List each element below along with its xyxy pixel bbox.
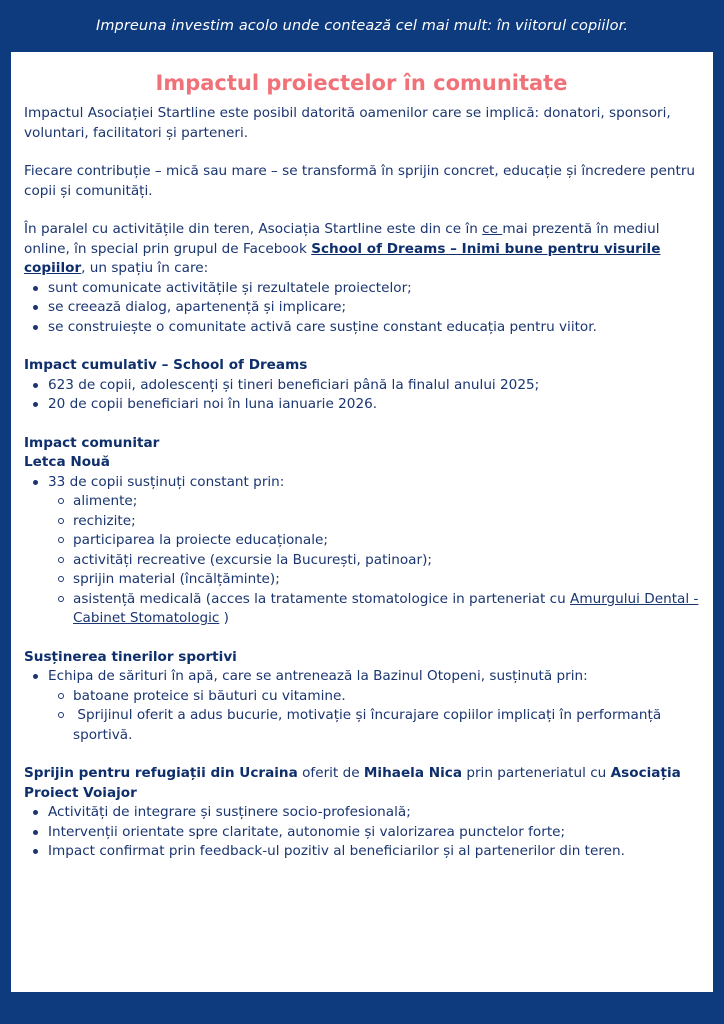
top-banner xyxy=(0,0,724,52)
online-text-c: , un spațiu în care: xyxy=(81,260,209,276)
partner-name: Asociația Proiect Voiajor xyxy=(24,765,681,801)
list-item xyxy=(48,473,699,629)
refugees-heading: Sprijin pentru refugiații din Ucraina xyxy=(24,765,298,781)
content-sheet xyxy=(11,52,713,992)
community-sublist xyxy=(48,492,699,629)
medical-text-b: ) xyxy=(219,610,229,626)
online-text-ce: ce xyxy=(482,221,503,237)
online-paragraph xyxy=(24,220,699,279)
list-item: sunt comunicate activitățile și rezultatele proiectelor; xyxy=(48,279,699,299)
sublist-item xyxy=(73,590,699,629)
list-item: 20 de copii beneficiari noi în luna ianuarie 2026. xyxy=(48,395,699,415)
refugees-text-b: prin parteneriatul cu xyxy=(462,765,611,781)
sport-heading: Susținerea tinerilor sportivi xyxy=(24,648,237,665)
list-item xyxy=(48,667,699,745)
online-text-b: mai prezentă în mediul online, în special prin grupul de Facebook xyxy=(24,221,660,257)
refugees-list xyxy=(24,803,699,862)
medical-text-a: asistență medicală (acces la tratamente stomatologice in parteneriat cu xyxy=(73,590,571,607)
refugees-paragraph xyxy=(24,764,699,803)
list-item: Activități de integrare și susținere socio-profesională; xyxy=(48,803,699,823)
community-subheading: Letca Nouă xyxy=(24,454,110,470)
sublist-item: sprijin material (încălțăminte); xyxy=(73,570,699,590)
dental-clinic-link[interactable]: Amurgului Dental - Cabinet Stomatologic xyxy=(73,590,699,626)
sublist-item: rechizite; xyxy=(73,512,699,532)
cumulative-list xyxy=(24,376,699,415)
online-text-a: În paralel cu activitățile din teren, Asociația Startline este din ce în xyxy=(24,221,483,237)
refugees-text-a: oferit de xyxy=(297,765,364,781)
list-item: Impact confirmat prin feedback-ul pozitiv al beneficiarilor și al partenerilor din teren. xyxy=(48,842,699,862)
page-title: Impactul proiectelor în comunitate xyxy=(155,71,568,95)
banner-text: Impreuna investim acolo unde contează cel mai mult: în viitorul copiilor. xyxy=(95,18,629,34)
community-item-text: 33 de copii susținuți constant prin: xyxy=(48,473,285,490)
sublist-item: participarea la proiecte educaționale; xyxy=(73,531,699,551)
volunteer-name: Mihaela Nica xyxy=(363,765,462,781)
cumulative-heading: Impact cumulativ – School of Dreams xyxy=(24,357,308,373)
facebook-group-link[interactable]: School of Dreams – Inimi bune pentru visurile copiilor xyxy=(24,240,661,276)
sublist-item: Sprijinul oferit a adus bucurie, motivație și încurajare copiilor implicați în performanță sportivă. xyxy=(73,706,699,745)
sublist-item: activități recreative (excursie la București, patinoar); xyxy=(73,551,699,571)
contribution-paragraph: Fiecare contribuție – mică sau mare – se transformă în sprijin concret, educație și încredere pentru copii și comunități. xyxy=(24,163,696,199)
sport-item-text: Echipa de sărituri în apă, care se antrenează la Bazinul Otopeni, susținută prin: xyxy=(48,668,588,684)
list-item: 623 de copii, adolescenți și tineri beneficiari până la finalul anului 2025; xyxy=(48,376,699,396)
sport-sublist xyxy=(48,687,699,746)
list-item: Intervenții orientate spre claritate, autonomie și valorizarea punctelor forte; xyxy=(48,823,699,843)
intro-paragraph: Impactul Asociației Startline este posibil datorită oamenilor care se implică: donatori, sponsori, voluntari, facilitatori și parteneri. xyxy=(24,105,671,141)
community-list xyxy=(24,473,699,629)
sublist-item: batoane proteice si băuturi cu vitamine. xyxy=(73,687,699,707)
list-item: se creează dialog, apartenență și implicare; xyxy=(48,298,699,318)
sublist-item: alimente; xyxy=(73,492,699,512)
community-heading: Impact comunitar xyxy=(24,434,160,451)
sport-list xyxy=(24,667,699,745)
list-item: se construiește o comunitate activă care susține constant educația pentru viitor. xyxy=(48,318,699,338)
online-list xyxy=(24,279,699,338)
